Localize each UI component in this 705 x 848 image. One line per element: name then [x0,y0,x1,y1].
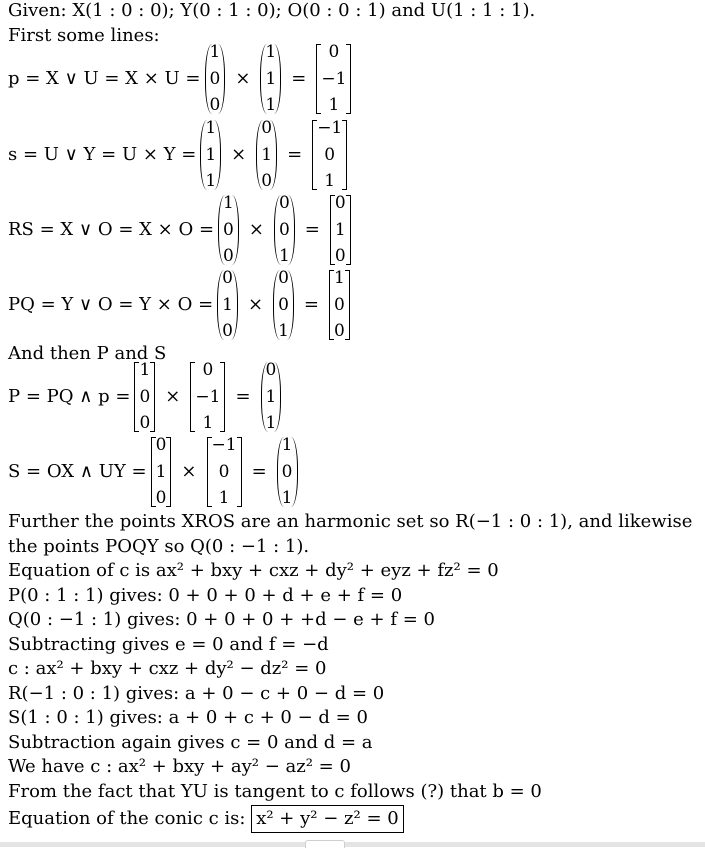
final-answer-box: x² + y² − z² = 0 [251,805,403,833]
subtraction-again-result: Subtraction again gives c = 0 and d = a [8,732,373,753]
final-answer-prefix: Equation of the conic c is: [8,808,246,829]
equals-sign: = [251,461,267,482]
line-s-vector-b: 0 1 0 [256,120,277,190]
line-p-equation [8,44,355,114]
line-p-vector-b: 1 1 1 [260,44,281,114]
point-p-substitution: P(0 : 1 : 1) gives: 0 + 0 + 0 + d + e + f = 0 [8,585,403,606]
equals-sign: = [303,294,319,315]
line-rs-vector-b: 0 0 1 [274,195,295,265]
equals-sign: = [291,68,307,89]
cross-operator: × [235,68,251,89]
given-line: Given: X(1 : 0 : 0); Y(0 : 1 : 0); O(0 : 0 : 1) and U(1 : 1 : 1). [8,0,536,21]
point-s-vector-a: 0 1 0 [151,437,172,507]
point-p-lhs: P = PQ ∧ p = [8,386,131,407]
cross-operator: × [231,144,247,165]
point-s-result: 1 0 1 [277,437,298,507]
line-pq-result: 1 0 0 [329,270,350,340]
conic-reduced-equation: c : ax² + bxy + cxz + dy² − dz² = 0 [8,658,327,679]
point-p-vector-a: 1 0 0 [134,362,155,432]
line-s-result: −1 0 1 [312,120,347,190]
line-rs-equation [8,195,355,265]
line-s-lhs: s = U ∨ Y = U × Y = [8,144,197,165]
tangent-condition: From the fact that YU is tangent to c follows (?) that b = 0 [8,781,542,802]
line-s-equation [8,120,351,190]
line-rs-vector-a: 1 0 0 [218,195,239,265]
subtracting-result: Subtracting gives e = 0 and f = −d [8,634,329,655]
line-pq-lhs: PQ = Y ∨ O = Y × O = [8,294,214,315]
line-rs-result: 0 1 0 [330,195,351,265]
cross-operator: × [247,294,264,315]
cross-operator: × [181,461,197,482]
point-p-equation [8,362,285,432]
equals-sign: = [304,219,320,240]
point-p-vector-b: 0 −1 1 [190,362,225,432]
we-have-equation: We have c : ax² + bxy + ay² − az² = 0 [8,756,351,777]
line-rs-lhs: RS = X ∨ O = X × O = [8,219,215,240]
and-then-heading: And then P and S [8,343,167,364]
line-p-lhs: p = X ∨ U = X × U = [8,68,201,89]
bottom-scrollbar-strip [0,842,705,847]
point-s-substitution: S(1 : 0 : 1) gives: a + 0 + c + 0 − d = 0 [8,707,368,728]
point-q-substitution: Q(0 : −1 : 1) gives: 0 + 0 + 0 + +d − e + f = 0 [8,609,435,630]
equals-sign: = [287,144,303,165]
point-p-result: 0 1 1 [261,362,282,432]
cross-operator: × [248,219,264,240]
harmonic-set-line-1: Further the points XROS are an harmonic set so R(−1 : 0 : 1), and likewise [8,511,693,532]
line-pq-vector-b: 0 0 1 [273,270,294,340]
point-r-substitution: R(−1 : 0 : 1) gives: a + 0 − c + 0 − d = 0 [8,683,385,704]
point-s-lhs: S = OX ∧ UY = [8,461,147,482]
cross-operator: × [165,386,181,407]
line-s-vector-a: 1 1 1 [200,120,221,190]
line-p-vector-a: 1 0 0 [205,44,226,114]
harmonic-set-line-2: the points POQY so Q(0 : −1 : 1). [8,536,310,557]
line-p-result: 0 −1 1 [316,44,351,114]
point-s-vector-b: −1 0 1 [207,437,242,507]
conic-general-equation: Equation of c is ax² + bxy + cxz + dy² + eyz + fz² = 0 [8,560,499,581]
point-s-equation [8,437,302,507]
line-pq-equation [8,270,354,340]
line-pq-vector-a: 0 1 0 [217,270,238,340]
equals-sign: = [235,386,251,407]
first-lines-heading: First some lines: [8,25,160,46]
final-answer-line [8,810,404,828]
